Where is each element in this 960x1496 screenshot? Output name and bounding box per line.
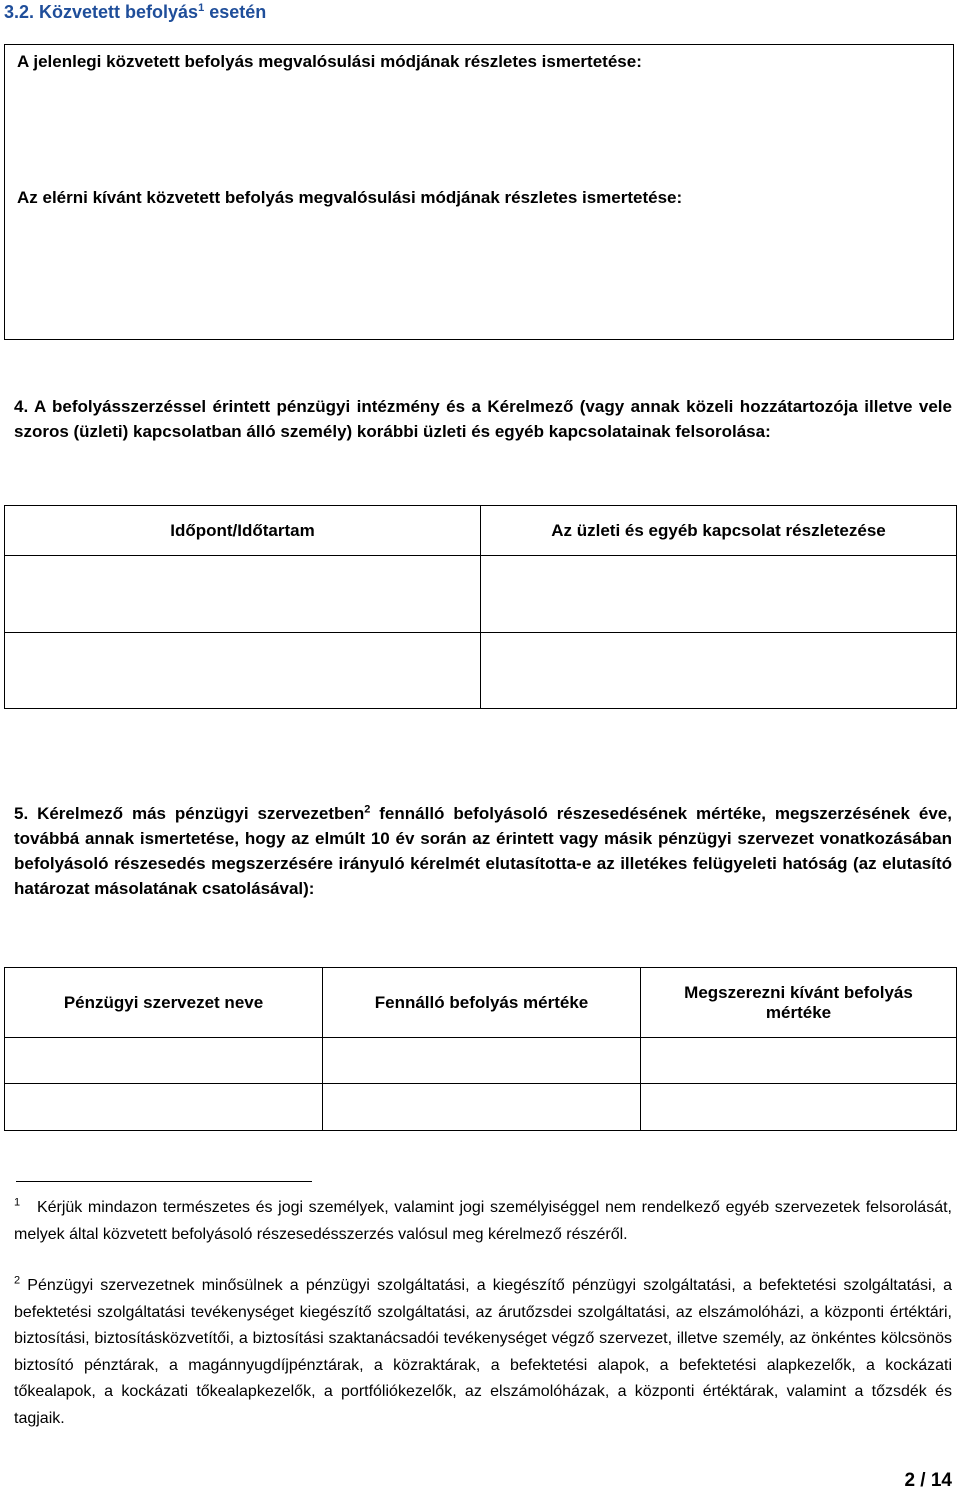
header-relation-details: Az üzleti és egyéb kapcsolat részletezése xyxy=(481,506,957,556)
footnote-number: 2 xyxy=(14,1274,21,1287)
page-number: 2 / 14 xyxy=(904,1470,952,1491)
section-heading-3-2 xyxy=(4,2,266,23)
date-cell[interactable] xyxy=(5,633,481,709)
footnote-2 xyxy=(14,1273,952,1432)
details-cell[interactable] xyxy=(481,633,957,709)
current-influence-label: A jelenlegi közvetett befolyás megvalósulási módjának részletes ismertetése: xyxy=(17,52,642,71)
table-row xyxy=(5,1038,957,1084)
org-name-cell[interactable] xyxy=(5,1038,323,1084)
table-row xyxy=(5,556,957,633)
org-name-cell[interactable] xyxy=(5,1084,323,1131)
section-5-text xyxy=(14,801,952,901)
footnote-ref-1[interactable]: 1 xyxy=(198,2,205,14)
relations-table xyxy=(4,505,957,709)
footnote-number: 1 xyxy=(14,1196,21,1209)
header-current-influence: Fennálló befolyás mértéke xyxy=(323,968,641,1038)
section-5-text-end: fennálló befolyásoló részesedésének mértéke, megszerzésének éve, továbbá annak ismertetése, hogy az elmúlt 10 év során az érintett vagy másik pénzügyi szervezet vonatkozásában befolyásoló részesedés megszerzésére irányuló kérelmét elutasította-e az illetékes felügyeleti hatóság (az elutasító határozat másolatának csatolásával): xyxy=(14,804,952,898)
table-header-row xyxy=(5,506,957,556)
holdings-table xyxy=(4,967,957,1131)
header-target-influence: Megszerezni kívánt befolyás mértéke xyxy=(641,968,957,1038)
details-cell[interactable] xyxy=(481,556,957,633)
header-org-name: Pénzügyi szervezet neve xyxy=(5,968,323,1038)
date-cell[interactable] xyxy=(5,556,481,633)
target-influence-cell[interactable] xyxy=(641,1038,957,1084)
indirect-influence-box[interactable] xyxy=(4,44,954,340)
heading-text-end: esetén xyxy=(204,2,267,22)
current-influence-cell[interactable] xyxy=(323,1084,641,1131)
table-row xyxy=(5,633,957,709)
table-header-row xyxy=(5,968,957,1038)
header-date: Időpont/Időtartam xyxy=(5,506,481,556)
footnote-text: Kérjük mindazon természetes és jogi személyek, valamint jogi személyiséggel nem rendelkező egyéb szervezetek felsorolását, melyek által közvetett befolyásoló részesedésszerzés valósul meg kérelmező részéről. xyxy=(14,1199,952,1243)
current-influence-cell[interactable] xyxy=(323,1038,641,1084)
heading-text: 3.2. Közvetett befolyás xyxy=(4,2,199,22)
table-row xyxy=(5,1084,957,1131)
footnote-separator xyxy=(16,1181,312,1182)
target-influence-cell[interactable] xyxy=(641,1084,957,1131)
footnote-ref-2[interactable]: 2 xyxy=(364,803,371,816)
footnote-text: Pénzügyi szervezetnek minősülnek a pénzügyi szolgáltatási, a kiegészítő pénzügyi szolgáltatási, a befektetési szolgáltatási, a befektetési szolgáltatási tevékenységet kiegészítő szolgáltatási, az árutőzsdei szolgáltatási, az elszámolóházi, a központi értéktári, biztosítási, biztosításközvetítői, a biztosítási szaktanácsadói tevékenységet végző szervezet, illetve személy, az önkéntes kölcsönös biztosító pénztárak, a magánnyugdíjpénztárak, a közraktárak, a befektetési alapok, a befektetési alapkezelők, a kockázati tőkealapok, a kockázati tőkealapkezelők, a portfóliókezelők, az elszámolóházak, a központi értéktárak, valamint a tőzsdék és tagjaik. xyxy=(14,1277,953,1427)
footnote-1 xyxy=(14,1195,952,1248)
section-5-text-start: 5. Kérelmező más pénzügyi szervezetben xyxy=(14,804,365,823)
section-4-text: 4. A befolyásszerzéssel érintett pénzügyi intézmény és a Kérelmező (vagy annak közeli hozzátartozója illetve vele szoros (üzleti) kapcsolatban álló személy) korábbi üzleti és egyéb kapcsolatainak felsorolása: xyxy=(14,397,952,441)
target-influence-label: Az elérni kívánt közvetett befolyás megvalósulási módjának részletes ismertetése: xyxy=(17,188,683,207)
